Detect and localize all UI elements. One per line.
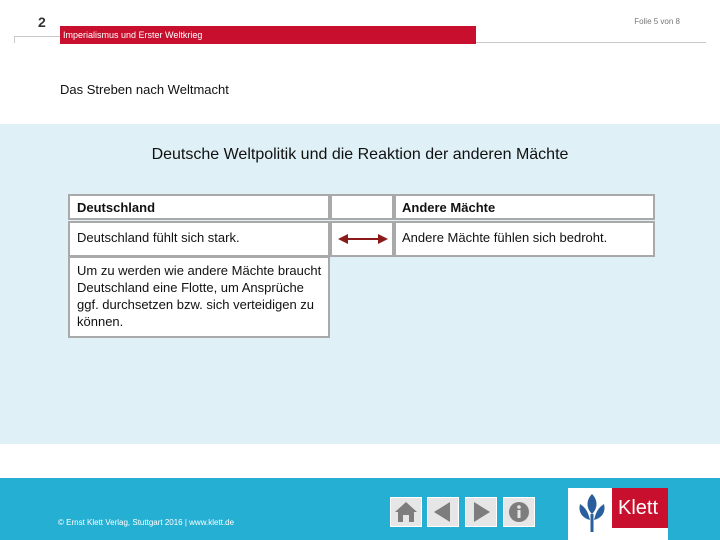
header-topic: Imperialismus und Erster Weltkrieg bbox=[63, 30, 203, 40]
klett-logo bbox=[568, 488, 668, 540]
previous-icon bbox=[428, 498, 458, 526]
copyright-text: © Ernst Klett Verlag, Stuttgart 2016 | www.klett.de bbox=[58, 518, 235, 527]
corner-line bbox=[14, 36, 63, 43]
home-icon bbox=[391, 498, 421, 526]
left-header-cell: Deutschland bbox=[68, 194, 330, 220]
double-arrow-icon bbox=[338, 231, 388, 247]
previous-button[interactable] bbox=[427, 497, 459, 527]
footer bbox=[0, 478, 720, 540]
panel-title: Deutsche Weltpolitik und die Reaktion der anderen Mächte bbox=[151, 146, 569, 163]
right-row1-cell: Andere Mächte fühlen sich bedroht. bbox=[394, 221, 655, 257]
home-button[interactable] bbox=[390, 497, 422, 527]
header-rule bbox=[476, 42, 706, 43]
header-bar bbox=[60, 26, 476, 44]
middle-header-cell bbox=[330, 194, 394, 220]
left-row2-cell: Um zu werden wie andere Mächte braucht Deutschland eine Flotte, um Ansprüche ggf. durchsetzen bzw. sich verteidigen zu können. bbox=[68, 256, 330, 338]
next-button[interactable] bbox=[465, 497, 497, 527]
page-indicator: Folie 5 von 8 bbox=[634, 17, 680, 26]
logo-text: Klett bbox=[618, 497, 659, 519]
left-row1-cell: Deutschland fühlt sich stark. bbox=[68, 221, 330, 257]
right-header-cell: Andere Mächte bbox=[394, 194, 655, 220]
klett-emblem-icon bbox=[572, 488, 612, 540]
subtitle: Das Streben nach Weltmacht bbox=[60, 82, 229, 97]
info-button[interactable] bbox=[503, 497, 535, 527]
next-icon bbox=[466, 498, 496, 526]
info-icon bbox=[504, 498, 534, 526]
slide-number: 2 bbox=[38, 14, 46, 30]
logo-red-block bbox=[612, 488, 668, 528]
